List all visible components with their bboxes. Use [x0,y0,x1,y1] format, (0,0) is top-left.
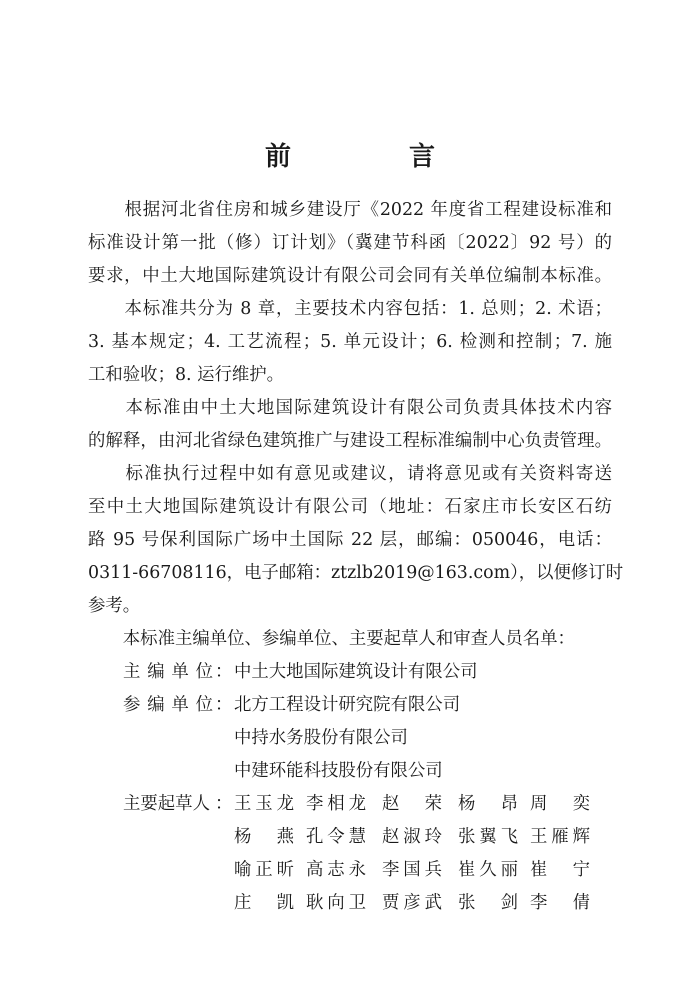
chief-unit-label: 主编单位 [123,662,213,682]
drafter-name: 李国兵 [382,860,442,880]
paragraph-line: 0311-66708116，电子邮箱：ztzlb2019@163.com），以便修订时 [88,563,624,583]
participating-unit-name: 中持水务股份有限公司 [234,728,408,748]
participating-unit-name: 北方工程设计研究院有限公司 [234,695,461,715]
paragraph-line: 的解释，由河北省绿色建筑推广与建设工程标准编制中心负责管理。 [88,431,612,451]
chief-unit-name: 中土大地国际建筑设计有限公司 [234,662,478,682]
paragraph-line: 根据河北省住房和城乡建设厅《2022 年度省工程建设标准和 [88,200,612,220]
drafter-name: 喻正昕 [234,860,294,880]
paragraph-line: 路 95 号保利国际广场中土国际 22 层，邮编：050046，电话： [88,530,612,550]
drafter-name: 崔久丽 [458,860,518,880]
drafter-name: 孔令慧 [306,827,366,847]
page-title: 前 言 [264,142,481,172]
paragraph-line: 本标准共分为 8 章，主要技术内容包括：1. 总则；2. 术语； [88,299,612,319]
paragraph-line: 标准设计第一批（修）订计划》（冀建节科函〔2022〕92 号）的 [88,233,612,253]
paragraph-line: 工和验收；8. 运行维护。 [88,365,285,385]
drafter-name: 崔 宁 [530,860,590,880]
drafter-name: 周 奕 [530,794,590,814]
drafter-name: 杨 昂 [458,794,518,814]
drafter-name: 李 倩 [530,893,590,913]
drafter-name: 张 剑 [458,893,518,913]
paragraph-line: 本标准由中土大地国际建筑设计有限公司负责具体技术内容 [88,398,612,418]
drafter-name: 王玉龙 [234,794,294,814]
drafter-name: 贾彦武 [382,893,442,913]
drafter-name: 李相龙 [306,794,366,814]
drafter-name: 赵 荣 [382,794,442,814]
paragraph-line: 3. 基本规定；4. 工艺流程；5. 单元设计；6. 检测和控制；7. 施 [88,332,612,352]
paragraph-line: 至中土大地国际建筑设计有限公司（地址：石家庄市长安区石纺 [88,497,612,517]
drafter-name: 高志永 [306,860,366,880]
chief-unit-colon: ： [215,662,233,682]
paragraph-line: 标准执行过程中如有意见或建议，请将意见或有关资料寄送 [88,464,612,484]
drafter-name: 赵淑玲 [382,827,442,847]
drafter-name: 杨 燕 [234,827,294,847]
drafter-name: 庄 凯 [234,893,294,913]
drafter-name: 耿向卫 [306,893,366,913]
participating-units-label: 参编单位 [123,695,213,715]
paragraph-line: 参考。 [88,596,141,616]
drafter-name: 张翼飞 [458,827,518,847]
paragraph-line: 本标准主编单位、参编单位、主要起草人和审查人员名单： [88,629,575,649]
participating-units-colon: ： [215,695,233,715]
participating-unit-name: 中建环能科技股份有限公司 [234,761,443,781]
drafters-label: 主要起草人 [123,794,210,814]
drafter-name: 王雁辉 [530,827,590,847]
paragraph-line: 要求，中土大地国际建筑设计有限公司会同有关单位编制本标准。 [88,266,612,286]
drafters-colon: ： [215,794,233,814]
